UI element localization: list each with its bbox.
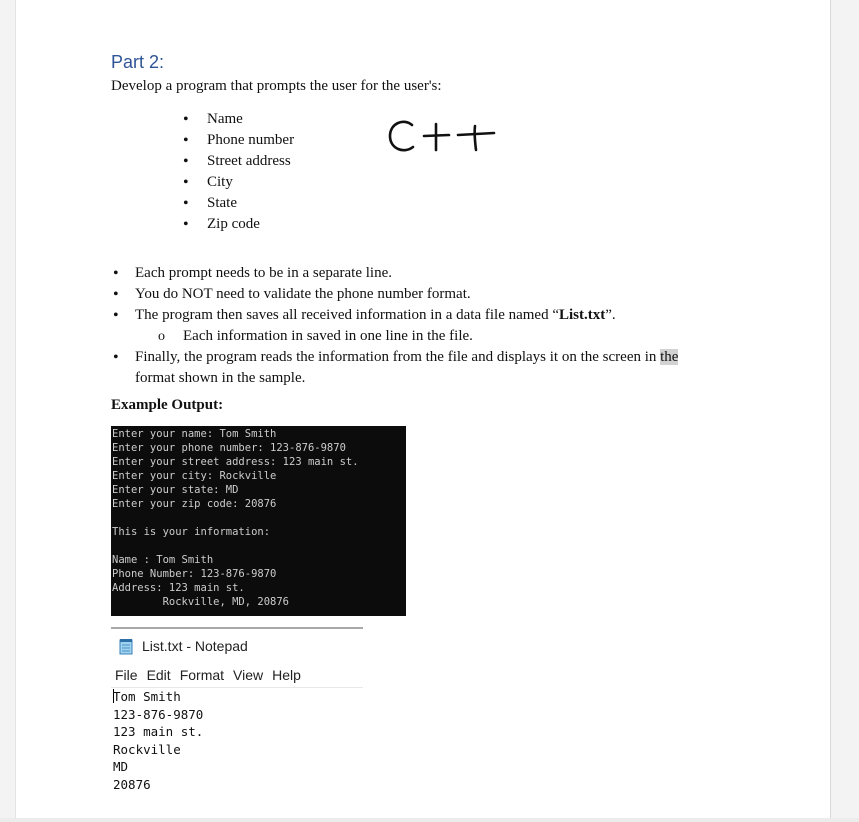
intro-text: Develop a program that prompts the user for the user's: bbox=[111, 78, 442, 94]
console-line: Enter your name: Tom Smith bbox=[112, 428, 277, 440]
notepad-line: 123 main st. bbox=[113, 724, 204, 739]
handwritten-cpp-note bbox=[386, 112, 501, 162]
menu-view[interactable]: View bbox=[233, 667, 264, 683]
console-line: Rockville, MD, 20876 bbox=[112, 596, 290, 608]
notepad-title: List.txt - Notepad bbox=[142, 638, 248, 654]
notepad-menu-bar bbox=[111, 663, 363, 688]
field-item: • State bbox=[181, 193, 294, 214]
field-item: • Street address bbox=[181, 151, 294, 172]
text-selection-highlight: the bbox=[660, 349, 679, 365]
notepad-line: Tom Smith bbox=[113, 689, 181, 704]
menu-format[interactable]: Format bbox=[179, 667, 225, 683]
notepad-screenshot bbox=[111, 627, 363, 793]
console-line: Name : Tom Smith bbox=[112, 554, 214, 566]
notepad-titlebar bbox=[111, 629, 363, 663]
requirement-item: • The program then saves all received information in a data file named “List.txt”. bbox=[111, 305, 751, 326]
field-item: • Phone number bbox=[181, 130, 294, 151]
console-line: Phone Number: 123-876-9870 bbox=[112, 568, 277, 580]
console-line: Enter your city: Rockville bbox=[112, 470, 277, 482]
field-item: • City bbox=[181, 172, 294, 193]
notepad-line: Rockville bbox=[113, 741, 181, 757]
console-line: Enter your phone number: 123-876-9870 bbox=[112, 442, 346, 454]
notepad-text-area[interactable] bbox=[111, 688, 363, 793]
field-item: • Name bbox=[181, 109, 294, 130]
notepad-icon bbox=[119, 638, 134, 655]
requirement-item: • You do NOT need to validate the phone number format. bbox=[111, 284, 751, 305]
console-line: This is your information: bbox=[112, 526, 271, 538]
console-line: Enter your zip code: 20876 bbox=[112, 498, 277, 510]
notepad-line: 123-876-9870 bbox=[113, 706, 204, 722]
requirement-item: • Finally, the program reads the information from the file and displays it on the screen in the format shown in the sample. bbox=[111, 347, 751, 389]
example-output-label: Example Output: bbox=[111, 397, 224, 413]
notepad-line: 20876 bbox=[113, 776, 151, 792]
console-line bbox=[112, 511, 406, 525]
menu-file[interactable]: File bbox=[115, 667, 138, 683]
console-output-screenshot bbox=[111, 426, 406, 616]
field-item: • Zip code bbox=[181, 214, 294, 235]
requirements-list bbox=[111, 263, 751, 389]
console-line: Address: 123 main st. bbox=[112, 582, 245, 594]
menu-edit[interactable]: Edit bbox=[146, 667, 171, 683]
console-line: Enter your state: MD bbox=[112, 484, 239, 496]
document-page bbox=[15, 0, 831, 819]
notepad-line: MD bbox=[113, 759, 129, 774]
requirement-item: • Each prompt needs to be in a separate line. bbox=[111, 263, 751, 284]
field-list bbox=[181, 109, 294, 235]
console-line bbox=[112, 539, 406, 553]
console-line: Enter your street address: 123 main st. bbox=[112, 456, 359, 468]
requirement-subitem: o Each information in saved in one line in the file. bbox=[111, 326, 751, 347]
window-bottom-edge bbox=[0, 818, 859, 822]
section-heading: Part 2: bbox=[111, 52, 165, 72]
filename-bold: List.txt bbox=[559, 307, 606, 323]
menu-help[interactable]: Help bbox=[272, 667, 301, 683]
